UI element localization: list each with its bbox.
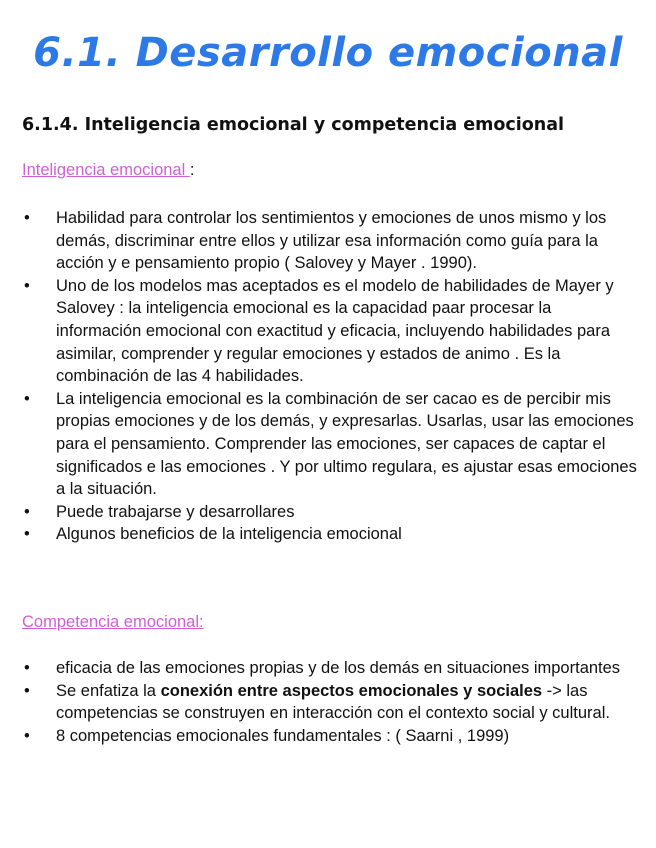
list-item-text: Habilidad para controlar los sentimientos y emociones de unos mismo y los demás, discriminar entre ellos y utilizar esa información como guía para la acción y e pensamiento propio ( Salovey y Mayer . 1990). (56, 209, 607, 273)
list-item-text: Algunos beneficios de la inteligencia emocional (56, 525, 402, 544)
bullet-marker: • (24, 726, 30, 745)
page-title: 6.1. Desarrollo emocional (33, 30, 623, 76)
bullet-marker: • (24, 502, 30, 521)
competencia-emocional-heading (22, 613, 204, 632)
list-item-text: Puede trabajarse y desarrollares (56, 502, 295, 521)
list-item-text: eficacia de las emociones propias y de los demás en situaciones importantes (56, 659, 621, 677)
heading-colon: : (189, 161, 195, 179)
list-item-text: Uno de los modelos mas aceptados es el modelo de habilidades de Mayer y Salovey : la inteligencia emocional es la capacidad paar procesar la información emocional con exactitud y eficacia, incluyendo habilidades para asimilar, comprender y regular emociones y estados de animo . Es la combinación de las 4 habilidades. (56, 276, 614, 386)
inteligencia-bullet-list (0, 207, 640, 546)
bullet-marker: • (24, 276, 30, 295)
bullet-marker: • (24, 209, 30, 227)
bullet-marker: • (24, 389, 30, 408)
section-subtitle: 6.1.4. Inteligencia emocional y competencia emocional (22, 115, 565, 135)
list-item (0, 501, 640, 524)
list-item (0, 275, 640, 388)
list-item (0, 725, 640, 748)
list-item-text-pre: Se enfatiza la (56, 681, 161, 700)
list-item (0, 388, 640, 501)
competencia-emocional-label: Competencia emocional: (22, 613, 204, 631)
inteligencia-emocional-label: Inteligencia emocional (22, 161, 190, 179)
list-item (0, 523, 640, 546)
list-item (0, 207, 640, 275)
list-item-text: La inteligencia emocional es la combinación de ser cacao es de percibir mis propias emociones y de los demás, y expresarlas. Usarlas, usar las emociones para el pensamiento. Comprender las emociones, ser capaces de captar el significados e las emociones . Y por ultimo regulara, es ajustar esas emociones a la situación. (56, 389, 637, 499)
list-item (0, 657, 640, 680)
list-item-text: 8 competencias emocionales fundamentales : ( Saarni , 1999) (56, 726, 510, 745)
bullet-marker: • (24, 659, 30, 677)
inteligencia-emocional-heading (22, 161, 194, 180)
list-item (0, 680, 640, 725)
list-item-bold-text: conexión entre aspectos emocionales y sociales (160, 681, 543, 700)
bullet-marker: • (24, 681, 30, 700)
bullet-marker: • (24, 525, 30, 544)
list-item-text-post: -> las competencias se construyen en interacción con el contexto social y cultural. (56, 681, 610, 723)
competencia-bullet-list (0, 657, 640, 747)
